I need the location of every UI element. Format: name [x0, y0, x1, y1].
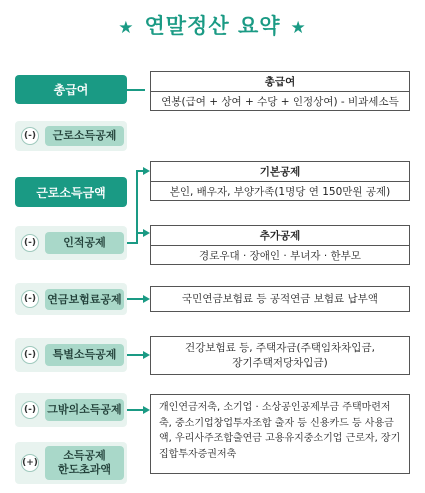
earned-deduction-label: 근로소득공제 — [45, 126, 124, 146]
minus-sign: (-) — [21, 346, 39, 364]
additional-deduction-head: 추가공제 — [151, 226, 409, 246]
title-text: 연말정산 요약 — [144, 14, 281, 38]
star-icon: ★ — [118, 18, 135, 38]
connector — [127, 354, 143, 356]
basic-deduction-head: 기본공제 — [151, 162, 409, 182]
page-title — [0, 10, 425, 40]
other-box: 개인연금저축, 소기업 · 소상공인공제부금 주택마련저축, 중소기업창업투자조합 출자 등 신용카드 등 사용금액, 우리사주조합출연금 고용유지중소기업 근로자, 장기집합투자증권저축 — [150, 394, 410, 474]
pension-deduction-label: 연금보험료공제 — [45, 289, 124, 310]
other-deduction-label: 그밖의소득공제 — [45, 399, 124, 421]
connector — [127, 409, 143, 411]
basic-deduction-body: 본인, 배우자, 부양가족(1명당 연 150만원 공제) — [169, 186, 391, 198]
additional-deduction-body: 경로우대 · 장애인 · 부녀자 · 한부모 — [199, 250, 361, 262]
personal-deduction-label: 인적공제 — [45, 232, 124, 254]
connector — [127, 89, 145, 91]
plus-sign: (+) — [21, 454, 39, 472]
special-box: 건강보험료 등, 주택자금(주택임차차입금, 장기주택저당차입금) — [150, 336, 410, 375]
minus-sign: (-) — [21, 127, 39, 145]
total-pay-box-head: 총급여 — [151, 72, 409, 92]
basic-deduction-box — [150, 161, 410, 201]
earned-amount-label: 근로소득금액 — [15, 177, 127, 207]
minus-sign: (-) — [21, 401, 39, 419]
limit-excess-label: 소득공제 한도초과액 — [45, 446, 124, 480]
total-pay-box — [150, 71, 410, 111]
arrow-right-icon — [143, 295, 150, 303]
minus-sign: (-) — [21, 234, 39, 252]
pension-box: 국민연금보험료 등 공적연금 보험료 납부액 — [150, 286, 410, 312]
total-pay-label: 총급여 — [15, 75, 127, 104]
arrow-right-icon — [143, 229, 150, 237]
special-deduction-label: 특별소득공제 — [45, 344, 124, 366]
star-icon: ★ — [290, 18, 307, 38]
total-pay-box-body: 연봉(급여 + 상여 + 수당 + 인정상여) - 비과세소득 — [161, 96, 399, 108]
arrow-right-icon — [143, 406, 150, 414]
arrow-right-icon — [143, 167, 150, 175]
additional-deduction-box — [150, 225, 410, 265]
arrow-right-icon — [143, 351, 150, 359]
minus-sign: (-) — [21, 290, 39, 308]
connector — [127, 298, 143, 300]
